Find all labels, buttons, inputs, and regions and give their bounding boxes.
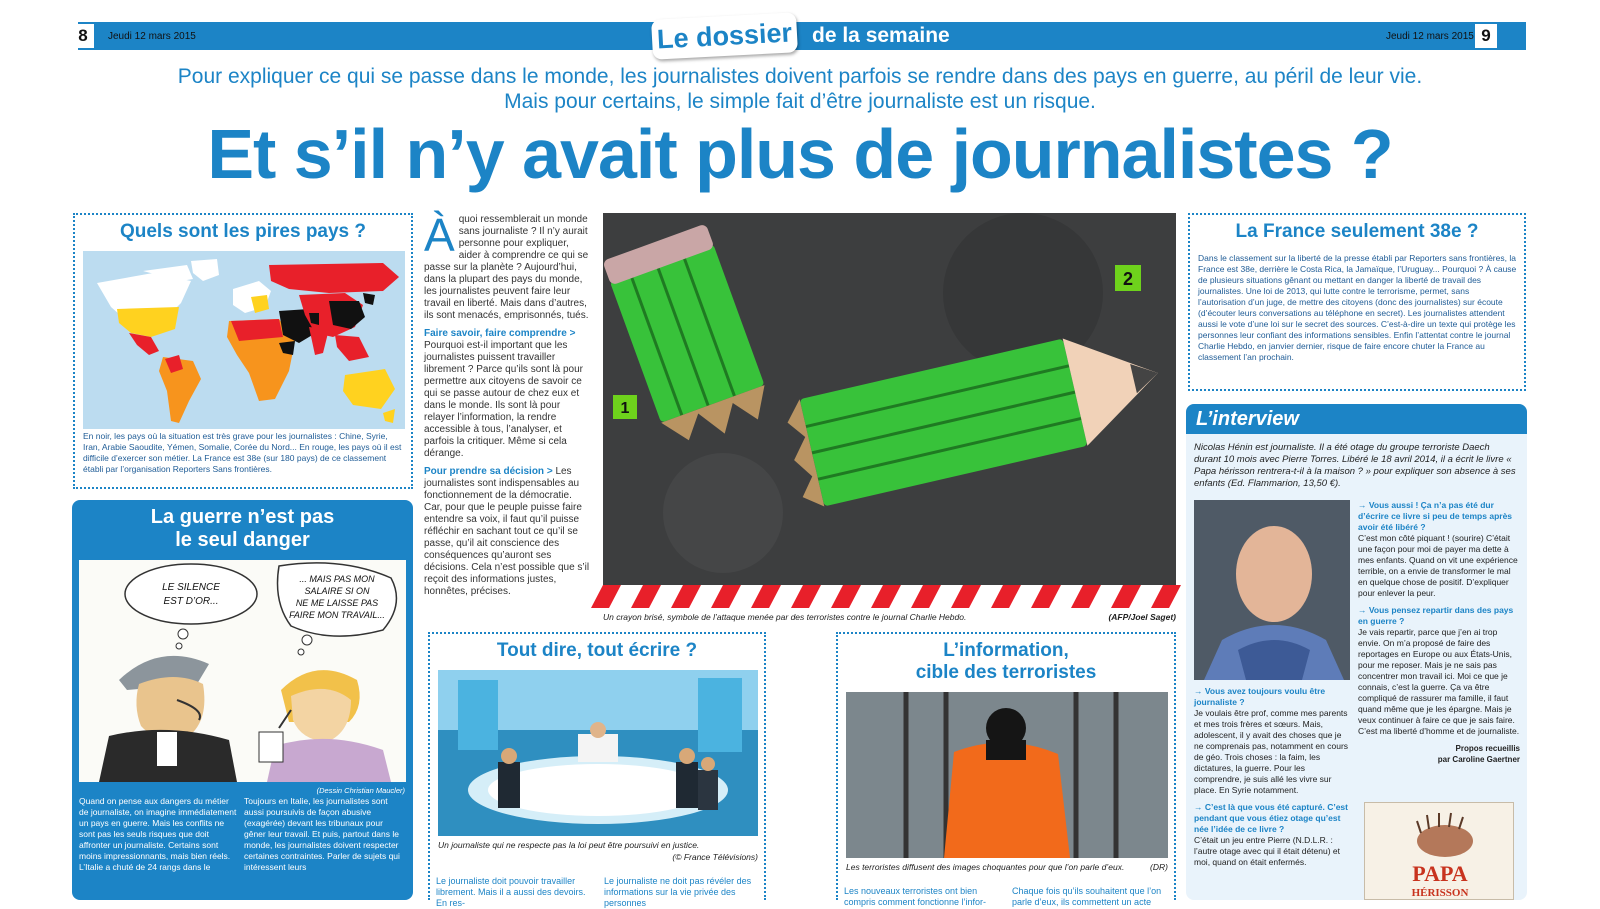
interview-question-2: → Vous pensez repartir dans des pays en guerre ? [1358,605,1514,626]
intro-line-1: Pour expliquer ce qui se passe dans le monde, les journalistes doivent parfois se rendre dans des pays en guerre, au péril de leur vie. [177,65,1423,88]
interview-left-column [1194,686,1352,900]
tout-dire-title: Tout dire, tout écrire ? [496,640,698,661]
bubble-right-line-1: ... MAIS PAS MON [299,574,375,584]
book-title: PAPA [1412,861,1468,886]
interview-box [1186,404,1527,900]
pencil-photo-drawing [603,213,1176,608]
information-col-1: Les nouveaux terroristes ont bien compris comment fonctionne l’infor- [844,886,987,907]
guerre-col-2: Toujours en Italie, les journalistes sont aussi poursuivis de façon abusive (exagérée) devant les tribunaux pour gêner leur travail. Et puis, partout dans le monde, les journalistes doivent respecter certaines contraintes. Parler de sujets qui intéressent leurs [244,796,400,872]
bubble-left-line-2: EST D’OR... [163,596,219,607]
header-band [78,22,1526,50]
information-credit: (DR) [1150,862,1168,872]
interview-signature-1: Propos recueillis [1455,744,1520,753]
dossier-badge: Le dossier [651,12,798,60]
france-text: Dans le classement sur la liberté de la presse établi par Reporters sans frontières, la France est 38e, derrière le Costa Rica, la Jamaïque, l’Uruguay... Pourquoi ? À cause de plusieurs situations gênant ou mettant en danger la liberté de travail des journalistes. Une loi de 2013, qui lutte contre le terrorisme, permet, sans l’autorisation d’un juge, de mettre des citoyens (donc des journalistes) sur écoute (d’écouter leurs conversations au téléphone en secret). Les journalistes attendent aussi le vote d’une loi sur le secret des sources. C’est-à-dire un texte qui protège les personnes leur confiant des informations sensibles. Enfin l’attentat contre le journal Charlie Hebdo, en janvier dernier, risque de faire encore chuter la France au classement l’an prochain. [1198,253,1517,362]
information-title-line-2: cible des terroristes [915,662,1097,683]
page-number-right: 9 [1475,24,1497,48]
interview-answer-3: Je voulais être prof, comme mes parents et mes trois frères et sœurs. Mais, adolescent, il y avait des choses que je ne comprenais pas, notamment en cours de géo. Trois choses : la faim, les dictatures, la guerre. Pour les comprendre, je suis allé les vivre sur place. En Syrie notamment. [1194,708,1349,795]
tout-dire-box [428,632,766,908]
bubble-right-line-4: FAIRE MON TRAVAIL... [289,610,385,620]
article-para-1 [424,209,590,322]
hostage-drawing [846,692,1168,858]
tout-dire-col-2: Le journaliste ne doit pas révéler des informations sur la vie privée des personnes [604,876,752,908]
article-column [424,209,590,624]
interview-question-3: → Vous avez toujours voulu être journaliste ? [1194,686,1326,707]
section-title: de la semaine [812,24,950,47]
guerre-box [72,500,413,900]
bubble-right-line-2: SALAIRE SI ON [304,586,370,596]
pencil-caption: Un crayon brisé, symbole de l’attaque menée par des terroristes contre le journal Charlie Hebdo. [603,612,967,622]
article-para-2 [424,328,590,460]
page-number-left: 8 [72,24,94,48]
pires-pays-title: Quels sont les pires pays ? [119,221,367,242]
interview-question-4: → C’est là que vous été capturé. C’est pendant que vous étiez otage qu’est née l’idée de ce livre ? [1194,802,1348,834]
evidence-marker-1-label: 1 [620,400,630,417]
interview-signature-2: par Caroline Gaertner [1437,755,1520,764]
cartoon-credit: (Dessin Christian Maucler) [316,786,405,795]
information-title [838,640,1174,684]
information-title-line-1: L’information, [943,640,1069,661]
article-kicker-3: Pour prendre sa décision > [424,466,553,477]
intro-text [80,64,1520,114]
article-dropcap: À [424,209,455,261]
interview-answer-1: C’est mon côté piquant ! (sourire) C’était une façon pour moi de payer ma dette à mes enfants. Quand on vit une expérience terrible, on a envie de transformer le mal en quelque chose de positif. D’expliquer pour enlever la peur. [1358,533,1518,598]
interview-question-1: → Vous aussi ! Ça n’a pas été dur d’écrire ce livre si peu de temps après avoir été libéré ? [1358,500,1513,532]
intro-line-2: Mais pour certains, le simple fait d’être journaliste est un risque. [504,90,1096,113]
interview-answer-4: C’était un jeu entre Pierre (N.D.L.R. : l’autre otage avec qui il était détenu) et moi, quand on était enfermés. [1194,835,1341,867]
guerre-col-1: Quand on pense aux dangers du métier de journaliste, on imagine immédiatement un pays en guerre. Mais les conflits ne sont pas les seuls risques que doit affronter un journaliste. Certains sont moins impressionnants, mais bien réels. L’Italie a chuté de 24 rangs dans le [79,796,237,872]
interview-answer-2: Je vais repartir, parce que j’en ai trop envie. On m’a proposé de faire des reportages en Europe ou aux États-Unis, pour me reposer. Mais je ne sais pas concentrer mon travail ici. Moi ce que je connais, c’est la guerre. Ça va être compliqué de rassurer ma famille, il faut quand même que je les épargne. Mais je veux continuer à faire ce que je sais faire. C’est ma liberté d’homme et de journaliste. [1358,627,1520,736]
information-box [836,632,1176,907]
pencil-photo [603,213,1176,608]
evidence-marker-2-label: 2 [1122,269,1134,289]
cartoon-drawing [79,560,406,782]
france-title: La France seulement 38e ? [1235,221,1479,242]
portrait-photo [1194,500,1350,680]
book-cover [1364,802,1514,900]
world-map [83,251,405,429]
hostage-photo [846,692,1168,858]
date-left: Jeudi 12 mars 2015 [108,31,196,42]
main-headline: Et s’il n’y avait plus de journalistes ? [207,115,1393,193]
pires-pays-text: En noir, les pays où la situation est très grave pour les journalistes : Chine, Syrie, Iran, Arabie Saoudite, Yémen, Somalie, Corée du Nord... En rouge, les pays où il est difficile d’exercer son métier. La France est 38e (sur 180 pays) de ce classement établi par l’organisation Reporters Sans frontières. [83,431,402,474]
information-caption: Les terroristes diffusent des images choquantes pour que l’on parle d’eux. [846,862,1125,872]
interview-right-column [1358,500,1520,796]
book-subtitle: HÉRISSON [1411,887,1469,899]
tv-studio-photo [438,670,758,836]
guerre-title [72,506,413,552]
cartoon-panel [79,560,406,782]
portrait-drawing [1194,500,1350,680]
bubble-left-line-1: LE SILENCE [162,582,220,593]
date-right: Jeudi 12 mars 2015 [1386,31,1474,42]
information-col-2: Chaque fois qu’ils souhaitent que l’on parle d’eux, ils commettent un acte [1012,886,1162,907]
pencil-credit: (AFP/Joel Saget) [1108,612,1176,622]
article-para-3 [424,466,590,598]
article-para-2-text: Pourquoi est-il important que les journalistes puissent travailler librement ? Parce qu’ils sont là pour permettre aux citoyens de savoir ce qui se passe autour de chez eux et dans le monde. Ils sont là pour relayer l’information, la rendre accessible à tous, l’analyser, et parfois la critiquer. Même si cela dérange. [424,340,583,459]
tv-studio-drawing [438,670,758,836]
article-para-3-text: Les journalistes sont indispensables au fonctionnement de la démocratie. Car, pour que le peuple puisse faire entendre sa voix, il faut qu’il puisse réfléchir en sachant tout ce qu’il se passe, qu’il ait conscience des conséquences qu’auront ses décisions. Cela n’est possible que s’il reçoit des informations justes, honnêtes, précises. [424,466,590,597]
article-kicker-2: Faire savoir, faire comprendre > [424,328,576,339]
bubble-right-line-3: NE ME LAISSE PAS [295,598,379,608]
pires-pays-box [73,213,413,489]
interview-intro: Nicolas Hénin est journaliste. Il a été otage du groupe terroriste Daech durant 10 mois avec Pierre Torres. Libéré le 18 avril 2014, il a écrit le livre « Papa hérisson rentrera-t-il à la maison ? » pour expliquer son absence à ses enfants (Ed. Flammarion, 13,50 €). [1194,442,1516,489]
tout-dire-caption: Un journaliste qui ne respecte pas la loi peut être poursuivi en justice. [438,840,700,850]
interview-title: L’interview [1186,404,1527,434]
france-box [1188,213,1526,391]
tout-dire-credit: (© France Télévisions) [672,852,758,862]
guerre-title-line-2: le seul danger [175,529,310,551]
guerre-title-line-1: La guerre n’est pas [150,506,335,528]
article-para-1-text: quoi ressemblerait un monde sans journaliste ? Il n’y aurait personne pour expliquer, aider à comprendre ce qui se passe sur la planète ? Aujourd’hui, dans la plupart des pays du monde, les journalistes peuvent faire leur travail en liberté. Mais dans d’autres, ils sont menacés, emprisonnés, tués. [424,214,589,321]
tout-dire-col-1: Le journaliste doit pouvoir travailler librement. Mais il a aussi des devoirs. En res- [436,876,586,908]
